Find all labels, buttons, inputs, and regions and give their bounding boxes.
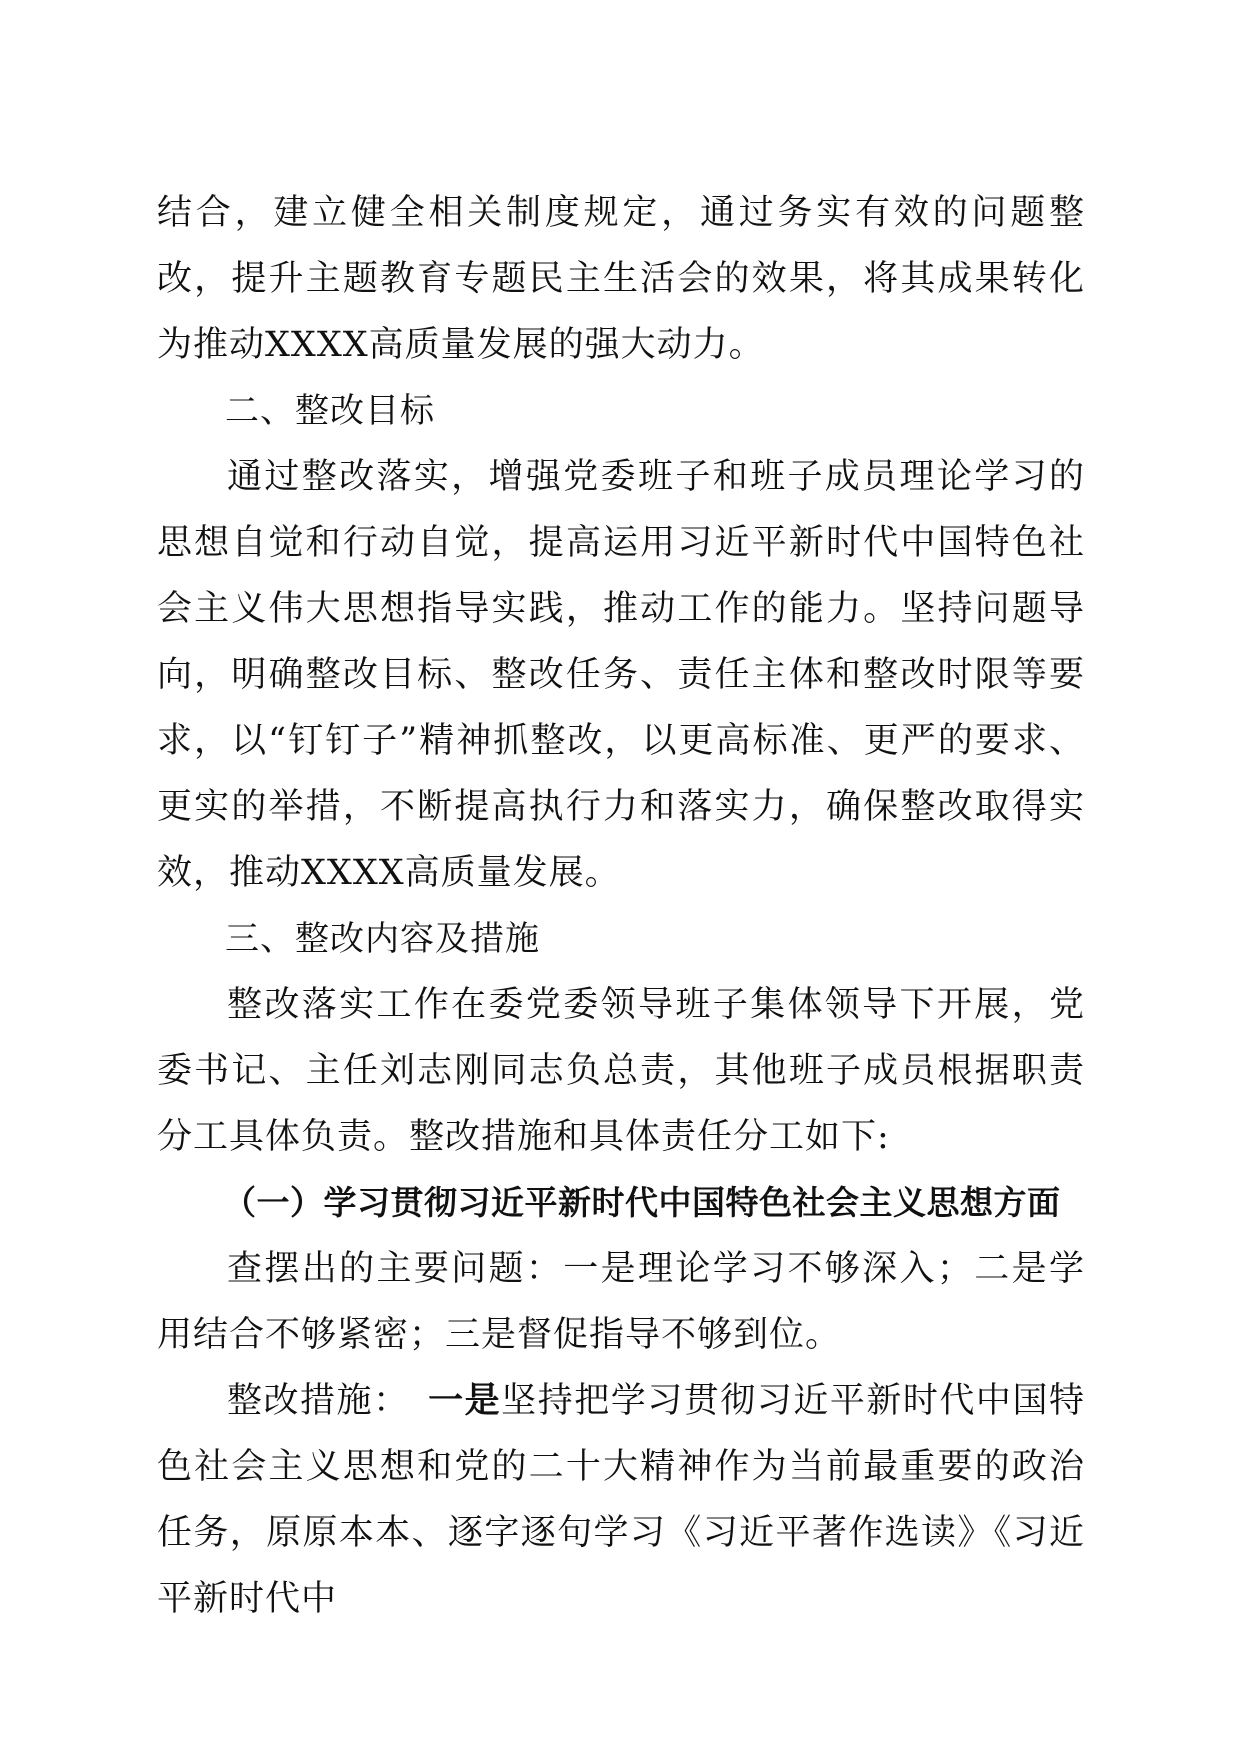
intro-paragraph: 结合，建立健全相关制度规定，通过务实有效的问题整改，提升主题教育专题民主生活会的效果，将其成果转化为推动XXXX高质量发展的强大动力。	[157, 193, 1085, 365]
subsection-one-problems: 查摆出的主要问题：一是理论学习不够深入；二是学用结合不够紧密；三是督促指导不够到位。	[157, 1249, 1085, 1355]
subsection-one-heading: （一）学习贯彻习近平新时代中国特色社会主义思想方面	[223, 1183, 1061, 1222]
measures-bold-lead: 一是	[427, 1380, 502, 1421]
section-three-paragraph: 整改落实工作在委党委领导班子集体领导下开展，党委书记、主任刘志刚同志负总责，其他班子成员根据职责分工具体负责。整改措施和具体责任分工如下:	[157, 985, 1085, 1157]
section-two-heading: 二、整改目标	[225, 391, 435, 431]
measures-label: 整改措施：	[227, 1381, 410, 1421]
subsection-one-measures	[157, 1368, 1085, 1632]
section-two-paragraph: 通过整改落实，增强党委班子和班子成员理论学习的思想自觉和行动自觉，提高运用习近平新时代中国特色社会主义伟大思想指导实践，推动工作的能力。坚持问题导向，明确整改目标、整改任务、责任主体和整改时限等要求，以“钉钉子”精神抓整改，以更高标准、更严的要求、更实的举措，不断提高执行力和落实力，确保整改取得实效，推动XXXX高质量发展。	[157, 457, 1085, 893]
document-body	[157, 180, 1085, 1632]
measures-text: 坚持把学习贯彻习近平新时代中国特色社会主义思想和党的二十大精神作为当前最重要的政治任务，原原本本、逐字逐句学习《习近平著作选读》《习近平新时代中	[157, 1381, 1085, 1619]
section-three-heading: 三、整改内容及措施	[225, 919, 540, 959]
